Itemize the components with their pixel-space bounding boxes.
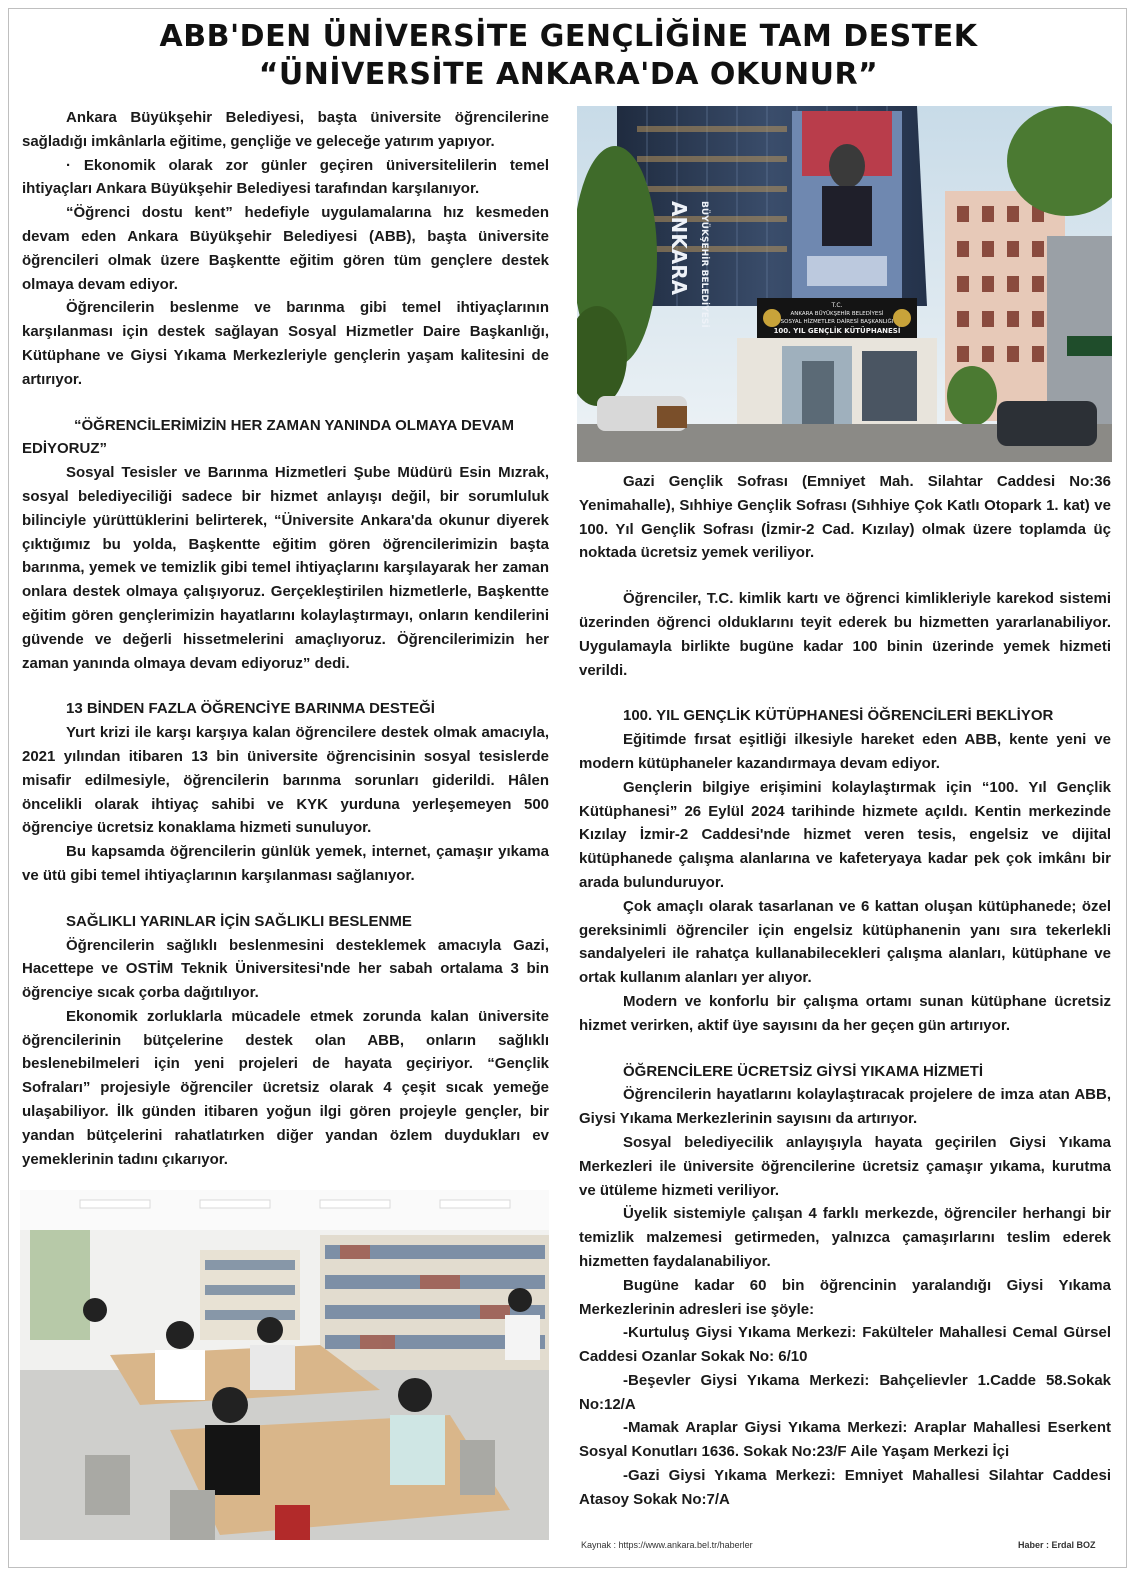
yikama-paragraph-1: Öğrencilerin hayatlarını kolaylaştıracak projelere de imza atan ABB, Giysi Yıkama Merkezlerinin sayısını da artırıyor.: [579, 1086, 1111, 1128]
section-heading-kutuphane: 100. YIL GENÇLİK KÜTÜPHANESİ ÖĞRENCİLERİ BEKLİYOR: [623, 707, 1054, 725]
kutuphane-paragraph-3: Çok amaçlı olarak tasarlanan ve 6 kattan oluşan kütüphanede; özel gereksinimli öğrenciler için engelsiz kütüphanenin yanı sıra tekerlekli sandalyeleri ile rahatça kullanabilecekleri çalışma alanları, kütüphane ve ortak kullanım alanları yer alıyor.: [579, 897, 1111, 987]
section-body-mizrak: Sosyal Tesisler ve Barınma Hizmetleri Şube Müdürü Esin Mızrak, sosyal belediyeciliği sadece bir hizmet anlayışı değil, bir sorumluluk bilinciyle yürüttüklerini belirterek, “Üniversite Ankara'da okunur diyerek çıktığımız bu yolda, Başkentte eğitim gören öğrencilerimizin başta barınma, yemek ve temizlik gibi temel ihtiyaçlarını karşılayarak her zaman onlara destek olmaya çalışıyoruz. Gerçekleştirilen hizmetlerle, Başkentte eğitim gören gençlerimizin hayatlarını kolaylaştırmayı, onların kendilerini güvende ve değerli hissetmelerini amaçlıyoruz. Öğrencilerimizin her zaman yanında olmaya devam ediyoruz” dedi.: [22, 464, 549, 672]
intro-paragraph-2: · Ekonomik olarak zor günler geçiren üniversitelilerin temel ihtiyaçları Ankara Büyükşehir Belediyesi tarafından karşılanıyor.: [22, 156, 549, 198]
address-mamak: -Mamak Araplar Giysi Yıkama Merkezi: Araplar Mahallesi Eserkent Sosyal Konutları 1636. Sokak No:23/F Aile Yaşam Merkezi İçi: [579, 1419, 1111, 1461]
address-besevler: -Beşevler Giysi Yıkama Merkezi: Bahçelievler 1.Cadde 58.Sokak No:12/A: [579, 1371, 1111, 1413]
section-heading-beslenme: SAĞLIKLI YARINLAR İÇİN SAĞLIKLI BESLENME: [66, 912, 412, 930]
section-heading-yikama: ÖĞRENCİLERE ÜCRETSİZ GİYSİ YIKAMA HİZMETİ: [623, 1062, 984, 1080]
headline-line-2: “ÜNİVERSİTE ANKARA'DA OKUNUR”: [258, 57, 879, 92]
facade-text: ANKARA: [667, 201, 691, 296]
address-gazi: -Gazi Giysi Yıkama Merkezi: Emniyet Mahallesi Silahtar Caddesi Atasoy Sokak No:7/A: [579, 1467, 1111, 1508]
facade-subtext: BÜYÜKŞEHİR BELEDİYESİ: [699, 201, 709, 328]
section-heading-barinma: 13 BİNDEN FAZLA ÖĞRENCİYE BARINMA DESTEĞİ: [66, 700, 435, 718]
banner-dept: SOSYAL HİZMETLER DAİRESİ BAŞKANLIĞI: [780, 319, 894, 325]
library-building-photo: [577, 106, 1112, 462]
spacer: [579, 1038, 1111, 1060]
intro-paragraph-3: “Öğrenci dostu kent” hedefiyle uygulamalarına hız kesmeden devam eden Ankara Büyükşehir Belediyesi (ABB), başta üniversite öğrencileri olmak üzere Başkentte eğitim gören tüm gençlere destek olmaya devam ediyor.: [22, 204, 549, 293]
spacer: [22, 392, 549, 414]
right-column: [579, 470, 1111, 1512]
kutuphane-paragraph-4: Modern ve konforlu bir çalışma ortamı sunan kütüphane ücretsiz hizmet verirken, aktif üye sayısını da her geçen gün artırıyor.: [579, 992, 1111, 1034]
headline-line-1: ABB'DEN ÜNİVERSİTE GENÇLİĞİNE TAM DESTEK: [159, 19, 978, 54]
sofra-paragraph-1: Gazi Gençlik Sofrası (Emniyet Mah. Silahtar Caddesi No:36 Yenimahalle), Sıhhiye Gençlik Sofrası (Sıhhiye Çok Katlı Otopark 1. kat) ve 100. Yıl Gençlik Sofrası (İzmir-2 Cad. Kızılay) olmak üzere toplamda üç noktada ücretsiz yemek veriliyor.: [579, 473, 1111, 562]
intro-paragraph-4: Öğrencilerin beslenme ve barınma gibi temel ihtiyaçlarının karşılanması için destek sağlayan Sosyal Hizmetler Daire Başkanlığı, Kütüphane ve Giysi Yıkama Merkezleriyle gençlerin yaşam kalitesini de artırıyor.: [22, 299, 549, 388]
banner-tc: T.C.: [831, 302, 843, 309]
spacer: [579, 565, 1111, 587]
library-interior-photo: [20, 1190, 549, 1540]
intro-paragraph-1: Ankara Büyükşehir Belediyesi, başta üniversite öğrencilerine sağladığı imkânlarla eğitime, gençliğe ve geleceğe yatırım yapıyor.: [22, 109, 549, 150]
spacer: [22, 888, 549, 910]
footer-source: Kaynak : https://www.ankara.bel.tr/haberler: [581, 1540, 753, 1550]
barinma-paragraph-1: Yurt krizi ile karşı karşıya kalan öğrencilere destek olmak amacıyla, 2021 yılından itibaren 13 bin üniversite öğrencisinin sosyal tesislerde misafir edilmesiyle, öğrencilerin barınma sorunları giderildi. Hâlen öncelikli olarak ihtiyaç sahibi ve KYK yurduna yerleşemeyen 500 öğrenciye ücretsiz konaklama hizmeti sunuluyor.: [22, 724, 549, 837]
spacer: [22, 675, 549, 697]
barinma-paragraph-2: Bu kapsamda öğrencilerin günlük yemek, internet, çamaşır yıkama ve ütü gibi temel ihtiyaçlarının karşılanması sağlanıyor.: [22, 843, 549, 884]
spacer: [579, 682, 1111, 704]
kutuphane-paragraph-2: Gençlerin bilgiye erişimini kolaylaştırmak için “100. Yıl Gençlik Kütüphanesi” 26 Eylül 2024 tarihinde hizmete açıldı. Kentin merkezinde Kızılay İzmir-2 Caddesi'nde hizmet veren tesis, engelsiz ve dijital kütüphanede çalışma alanlarına ve kafeteryaya kadar pek çok imkânı bir arada bulunduruyor.: [579, 778, 1111, 891]
section-heading-mizrak: “ÖĞRENCİLERİMİZİN HER ZAMAN YANINDA OLMAYA DEVAM EDİYORUZ”: [22, 416, 515, 458]
left-column: [22, 106, 549, 1171]
footer-author: Haber : Erdal BOZ: [1018, 1540, 1096, 1550]
yikama-paragraph-2: Sosyal belediyecilik anlayışıyla hayata geçirilen Giysi Yıkama Merkezleri ile üniversite öğrencilerine ücretsiz çamaşır yıkama, kurutma ve ütüleme hizmeti veriliyor.: [579, 1133, 1111, 1199]
yikama-paragraph-4: Bugüne kadar 60 bin öğrencinin yaralandığı Giysi Yıkama Merkezlerinin adresleri ise şöyle:: [579, 1276, 1111, 1318]
banner-abb: ANKARA BÜYÜKŞEHİR BELEDİYESİ: [790, 311, 884, 317]
banner-library: 100. YIL GENÇLİK KÜTÜPHANESİ: [773, 327, 901, 335]
kutuphane-paragraph-1: Eğitimde fırsat eşitliği ilkesiyle hareket eden ABB, kente yeni ve modern kütüphaneler kazandırmaya devam ediyor.: [579, 731, 1111, 772]
yikama-paragraph-3: Üyelik sistemiyle çalışan 4 farklı merkezde, öğrenciler herhangi bir temizlik malzemesi getirmeden, yalnızca çamaşırlarını teslim ederek hizmetten faydalanabiliyor.: [579, 1205, 1111, 1270]
beslenme-paragraph-1: Öğrencilerin sağlıklı beslenmesini desteklemek amacıyla Gazi, Hacettepe ve OSTİM Teknik Üniversitesi'nde her sabah ortalama 3 bin öğrenciye sıcak çorba dağıtılıyor.: [22, 936, 549, 1002]
address-kurtulus: -Kurtuluş Giysi Yıkama Merkezi: Fakülteler Mahallesi Cemal Gürsel Caddesi Ozanlar Sokak No: 6/10: [579, 1324, 1111, 1366]
sofra-paragraph-2: Öğrenciler, T.C. kimlik kartı ve öğrenci kimlikleriyle karekod sistemi üzerinden öğrenci olduklarını teyit ederek bu hizmetten yararlanabiliyor. Uygulamayla birlikte bugüne kadar 100 binin üzerinde yemek hizmeti verildi.: [579, 590, 1111, 679]
beslenme-paragraph-2: Ekonomik zorluklarla mücadele etmek zorunda kalan üniversite öğrencilerinin bütçelerine destek olan ABB, onların sağlıklı beslenebilmeleri için yeni projeleri de hayata geçiriyor. “Gençlik Sofraları” projesiyle öğrenciler ücretsiz olarak 4 çeşit sıcak yemeğe ulaşabiliyor. İlk günden itibaren yoğun ilgi gören projeyle gençler, bir yandan bütçelerini rahatlatırken diğer yandan özlem duydukları ev yemeklerinin tadını çıkarıyor.: [22, 1007, 549, 1168]
